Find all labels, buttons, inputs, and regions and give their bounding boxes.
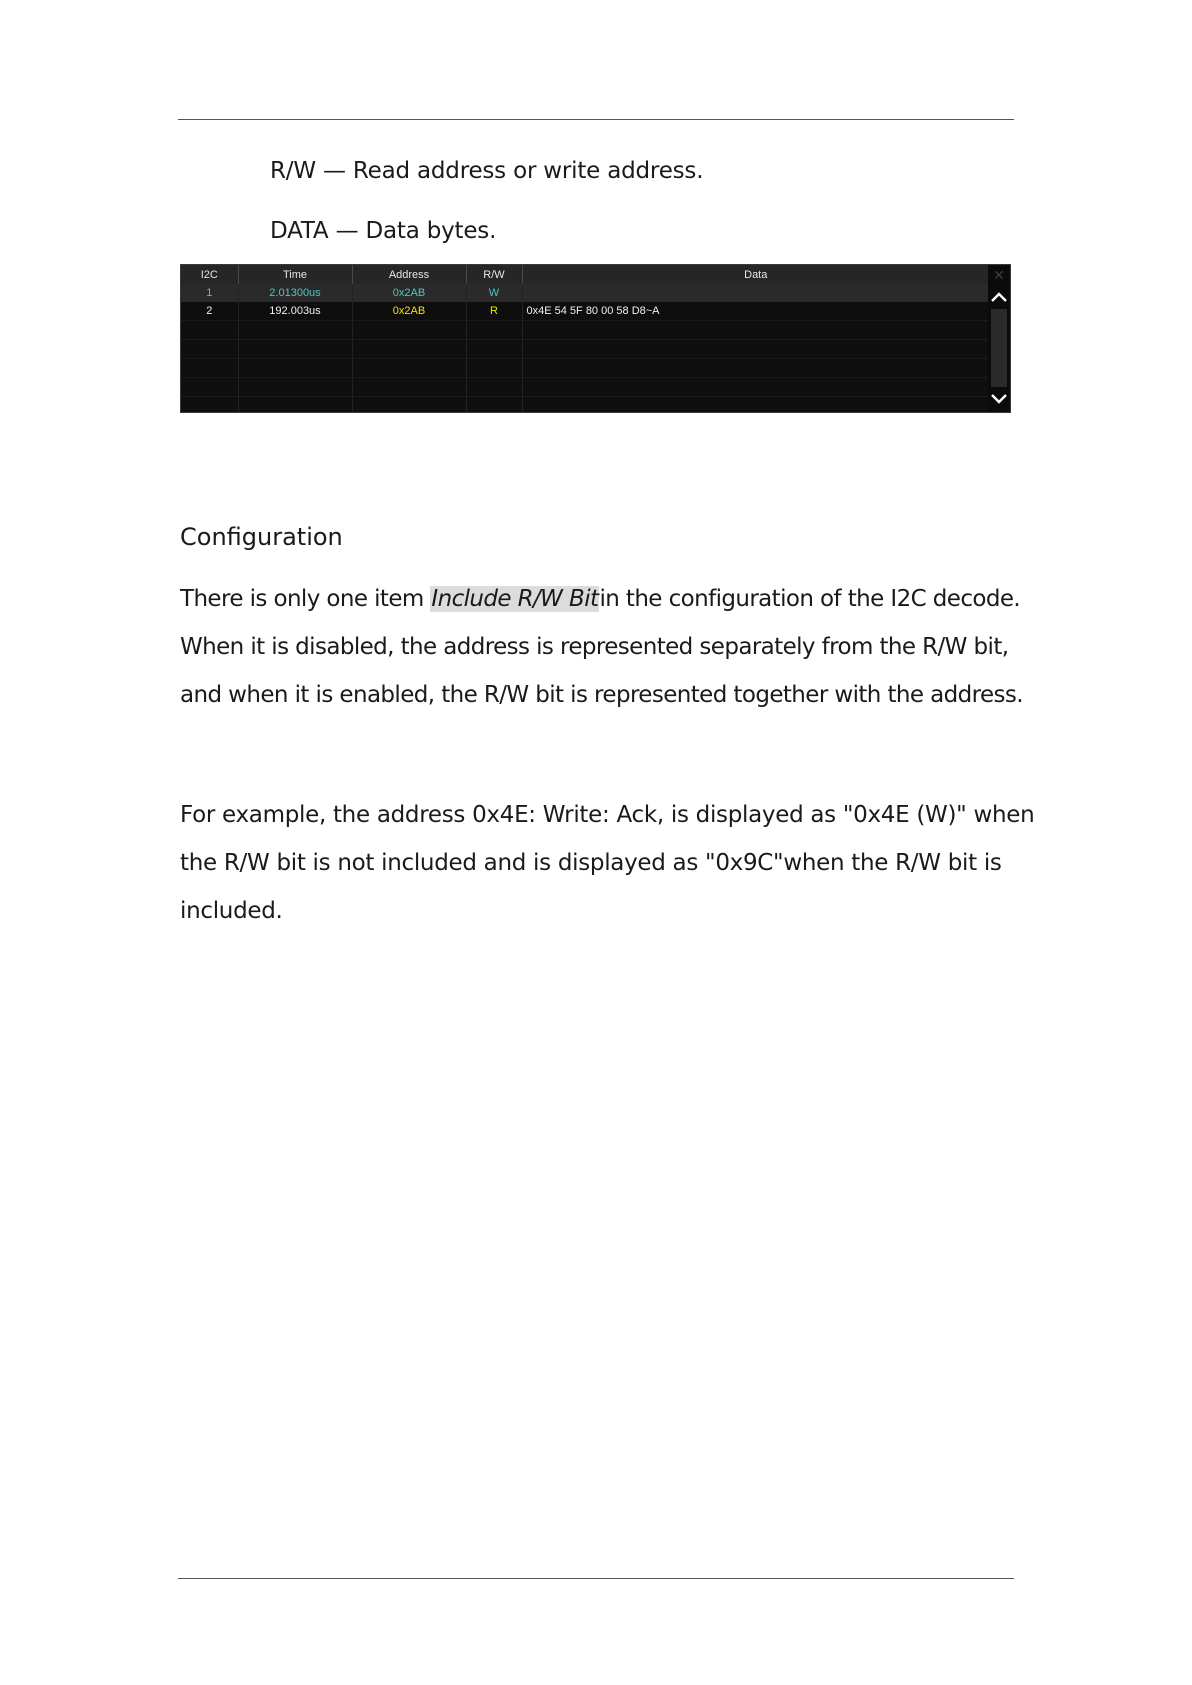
row-time: 2.01300us [238, 284, 352, 302]
column-header-rw: R/W [466, 265, 522, 284]
empty-row [181, 397, 990, 414]
decode-header-row [181, 265, 990, 284]
chevron-up-icon[interactable] [990, 289, 1008, 305]
section-heading: Configuration [180, 523, 343, 551]
paragraph-line: When it is disabled, the address is represented separately from the R/W bit, [180, 634, 1009, 660]
empty-row [181, 340, 990, 359]
paragraph-line [180, 575, 1020, 623]
row-rw: R [466, 302, 522, 321]
config-paragraph [180, 575, 1024, 719]
row-rw: W [466, 284, 522, 302]
definition-rw: R/W — Read address or write address. [270, 158, 704, 184]
column-header-time: Time [238, 265, 352, 284]
paragraph-line: the R/W bit is not included and is displayed as "0x9C"when the R/W bit is [180, 850, 1002, 876]
column-header-data: Data [522, 265, 990, 284]
paragraph-line: included. [180, 898, 283, 924]
row-index: 2 [181, 302, 238, 321]
text-run: in the configuration of the I2C decode. [599, 586, 1021, 612]
scrollbar-track[interactable] [991, 309, 1007, 387]
decode-table [181, 265, 990, 413]
example-paragraph [180, 791, 1035, 935]
row-time: 192.003us [238, 302, 352, 321]
column-header-i2c: I2C [181, 265, 238, 284]
table-row[interactable] [181, 302, 990, 321]
paragraph-line: and when it is enabled, the R/W bit is represented together with the address. [180, 682, 1024, 708]
row-index: 1 [181, 284, 238, 302]
empty-row [181, 321, 990, 340]
table-row[interactable] [181, 284, 990, 302]
row-data: 0x4E 54 5F 80 00 58 D8~A [522, 302, 990, 321]
row-data [522, 284, 990, 302]
footer-rule [178, 1578, 1014, 1579]
row-address: 0x2AB [352, 284, 466, 302]
decode-scrollbar[interactable] [988, 265, 1010, 412]
paragraph-line: For example, the address 0x4E: Write: Ack, is displayed as "0x4E (W)" when [180, 802, 1035, 828]
close-icon[interactable]: ✕ [993, 267, 1005, 283]
column-header-address: Address [352, 265, 466, 284]
chevron-down-icon[interactable] [990, 391, 1008, 407]
text-run: There is only one item [180, 586, 431, 612]
empty-row [181, 359, 990, 378]
definition-data: DATA — Data bytes. [270, 218, 497, 244]
empty-row [181, 378, 990, 397]
i2c-decode-list [180, 264, 1011, 413]
highlighted-item: Include R/W Bit [431, 586, 599, 612]
row-address: 0x2AB [352, 302, 466, 321]
header-rule [178, 119, 1014, 120]
